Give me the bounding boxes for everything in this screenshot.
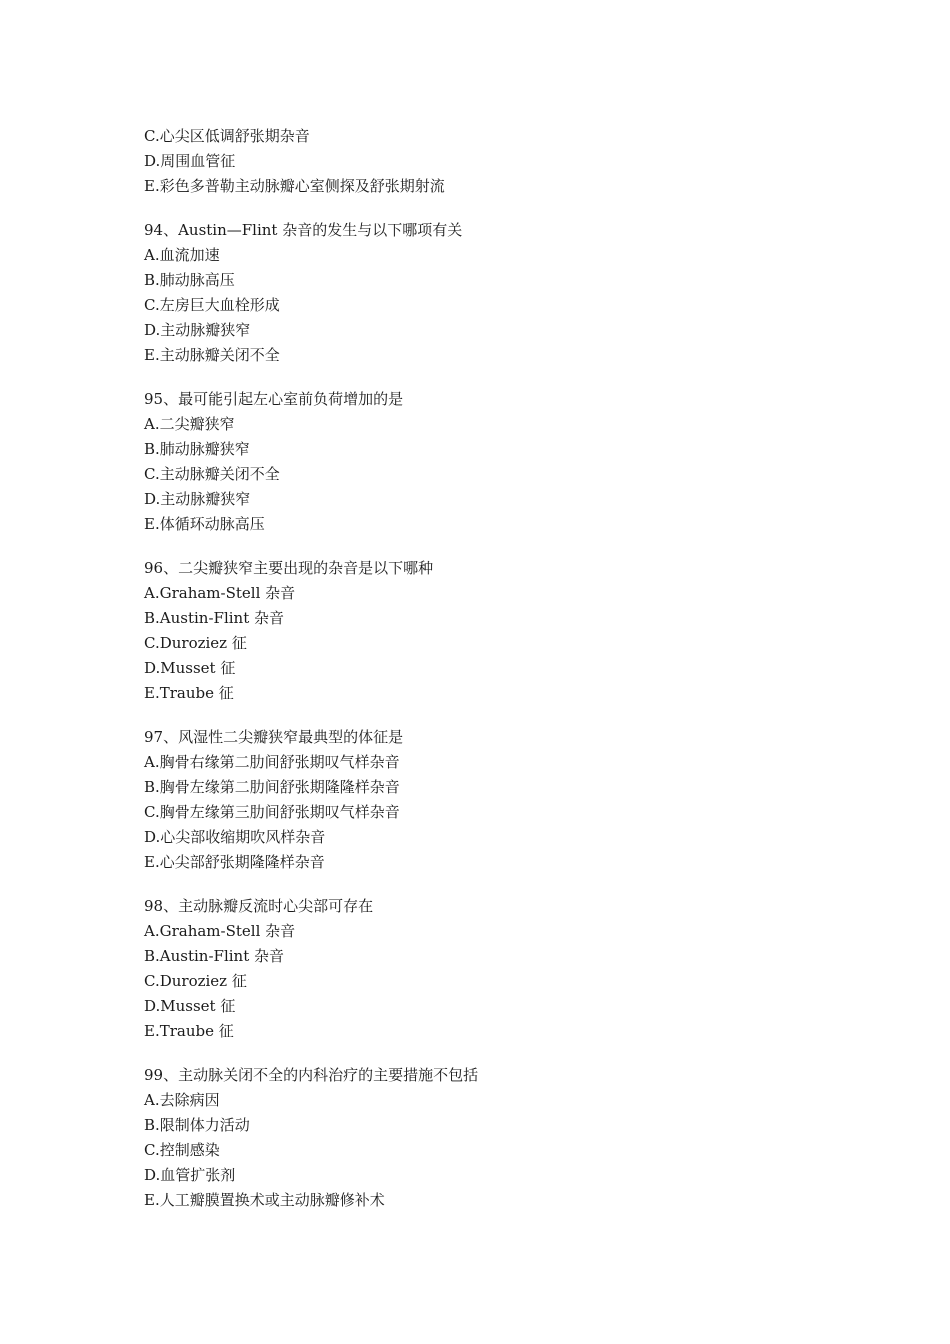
option-c: C.心尖区低调舒张期杂音 — [144, 127, 310, 145]
question-94 — [144, 218, 844, 368]
option-d: D.主动脉瓣狭窄 — [144, 321, 251, 339]
question-stem: 96、二尖瓣狭窄主要出现的杂音是以下哪种 — [144, 559, 434, 577]
option-a: A.胸骨右缘第二肋间舒张期叹气样杂音 — [144, 753, 400, 771]
option-e: E.Traube 征 — [144, 1022, 234, 1040]
option-d: D.心尖部收缩期吹风样杂音 — [144, 828, 326, 846]
option-e: E.体循环动脉高压 — [144, 515, 265, 533]
option-c: C.主动脉瓣关闭不全 — [144, 465, 280, 483]
question-stem: 95、最可能引起左心室前负荷增加的是 — [144, 390, 404, 408]
question-stem: 98、主动脉瓣反流时心尖部可存在 — [144, 897, 374, 915]
option-c: C.左房巨大血栓形成 — [144, 296, 280, 314]
option-c: C.Duroziez 征 — [144, 634, 247, 652]
option-b: B.肺动脉瓣狭窄 — [144, 440, 250, 458]
option-e: E.Traube 征 — [144, 684, 234, 702]
question-stem: 99、主动脉关闭不全的内科治疗的主要措施不包括 — [144, 1066, 479, 1084]
option-b: B.限制体力活动 — [144, 1116, 250, 1134]
question-fragment — [144, 124, 844, 199]
question-stem: 97、风湿性二尖瓣狭窄最典型的体征是 — [144, 728, 404, 746]
option-c: C.控制感染 — [144, 1141, 220, 1159]
question-98 — [144, 894, 844, 1044]
option-d: D.Musset 征 — [144, 659, 236, 677]
option-e: E.心尖部舒张期隆隆样杂音 — [144, 853, 325, 871]
option-b: B.Austin-Flint 杂音 — [144, 609, 284, 627]
option-b: B.Austin-Flint 杂音 — [144, 947, 284, 965]
option-a: A.二尖瓣狭窄 — [144, 415, 235, 433]
option-d: D.周围血管征 — [144, 152, 236, 170]
document-page — [144, 124, 844, 1232]
option-b: B.胸骨左缘第二肋间舒张期隆隆样杂音 — [144, 778, 400, 796]
option-a: A.血流加速 — [144, 246, 220, 264]
question-99 — [144, 1063, 844, 1213]
option-a: A.Graham-Stell 杂音 — [144, 922, 296, 940]
option-d: D.血管扩张剂 — [144, 1166, 236, 1184]
question-96 — [144, 556, 844, 706]
option-a: A.去除病因 — [144, 1091, 220, 1109]
option-b: B.肺动脉高压 — [144, 271, 235, 289]
question-95 — [144, 387, 844, 537]
option-e: E.人工瓣膜置换术或主动脉瓣修补术 — [144, 1191, 385, 1209]
option-c: C.Duroziez 征 — [144, 972, 247, 990]
question-stem: 94、Austin—Flint 杂音的发生与以下哪项有关 — [144, 221, 463, 239]
option-e: E.主动脉瓣关闭不全 — [144, 346, 280, 364]
option-d: D.Musset 征 — [144, 997, 236, 1015]
option-e: E.彩色多普勒主动脉瓣心室侧探及舒张期射流 — [144, 177, 445, 195]
option-d: D.主动脉瓣狭窄 — [144, 490, 251, 508]
option-c: C.胸骨左缘第三肋间舒张期叹气样杂音 — [144, 803, 400, 821]
option-a: A.Graham-Stell 杂音 — [144, 584, 296, 602]
question-97 — [144, 725, 844, 875]
